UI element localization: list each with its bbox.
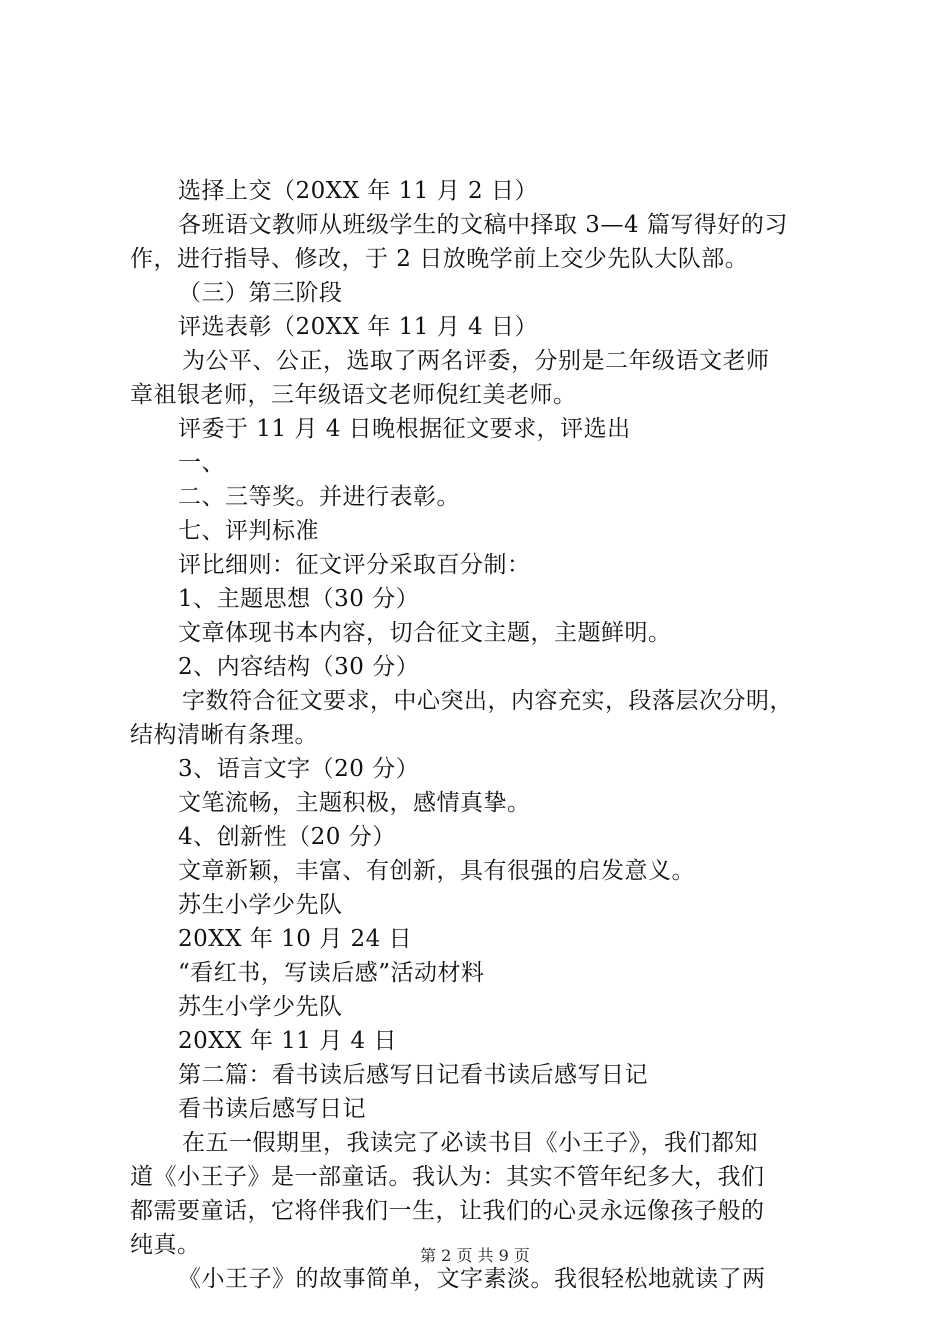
text-line: 评比细则：征文评分采取百分制： [178, 552, 531, 578]
text-line: 为公平、公正，选取了两名评委，分别是二年级语文老师 [182, 348, 770, 374]
text-line: 文笔流畅，主题积极，感情真挚。 [178, 790, 531, 816]
text-line: 文章新颖，丰富、有创新，具有很强的启发意义。 [178, 858, 695, 884]
text-line: 结构清晰有条理。 [130, 722, 318, 748]
text-line: 都需要童话，它将伴我们一生，让我们的心灵永远像孩子般的 [130, 1198, 765, 1224]
text-line: 道《小王子》是一部童话。我认为：其实不管年纪多大，我们 [130, 1164, 765, 1190]
criterion-heading: 3、语言文字（20 分） [178, 756, 420, 782]
text-line: 《小王子》的故事简单，文字素淡。我很轻松地就读了两 [178, 1266, 766, 1292]
text-line: 纯真。 [130, 1232, 201, 1258]
document-body [130, 174, 836, 1296]
criterion-heading: 1、主题思想（30 分） [178, 586, 420, 612]
signature-organization: 苏生小学少先队 [178, 994, 343, 1020]
article-title: 看书读后感写日记 [178, 1096, 366, 1122]
text-line: 作，进行指导、修改，于 2 日放晚学前上交少先队大队部。 [130, 246, 749, 272]
text-line: 章祖银老师，三年级语文老师倪红美老师。 [130, 382, 577, 408]
text-line: 字数符合征文要求，中心突出，内容充实，段落层次分明， [182, 688, 793, 714]
criterion-heading: 4、创新性（20 分） [178, 824, 396, 850]
text-line: 评选表彰（20XX 年 11 月 4 日） [178, 314, 538, 340]
document-title: “看红书，写读后感”活动材料 [178, 960, 485, 986]
text-line: 文章体现书本内容，切合征文主题，主题鲜明。 [178, 620, 672, 646]
text-line: 二、三等奖。并进行表彰。 [178, 484, 460, 510]
text-line: 在五一假期里，我读完了必读书目《小王子》，我们都知 [182, 1130, 758, 1156]
signature-date: 20XX 年 11 月 4 日 [178, 1028, 397, 1054]
text-line: 一、 [178, 450, 225, 476]
section-heading: 七、评判标准 [178, 518, 319, 544]
text-line: 选择上交（20XX 年 11 月 2 日） [178, 178, 538, 204]
article-heading: 第二篇：看书读后感写日记看书读后感写日记 [178, 1062, 648, 1088]
signature-date: 20XX 年 10 月 24 日 [178, 926, 413, 952]
text-line: 评委于 11 月 4 日晚根据征文要求，评选出 [178, 416, 631, 442]
criterion-heading: 2、内容结构（30 分） [178, 654, 420, 680]
signature-organization: 苏生小学少先队 [178, 892, 343, 918]
text-line: （三）第三阶段 [178, 280, 343, 306]
page-number-footer: 第 2 页 共 9 页 [420, 1246, 530, 1265]
text-line: 各班语文教师从班级学生的文稿中择取 3—4 篇写得好的习 [178, 212, 788, 238]
